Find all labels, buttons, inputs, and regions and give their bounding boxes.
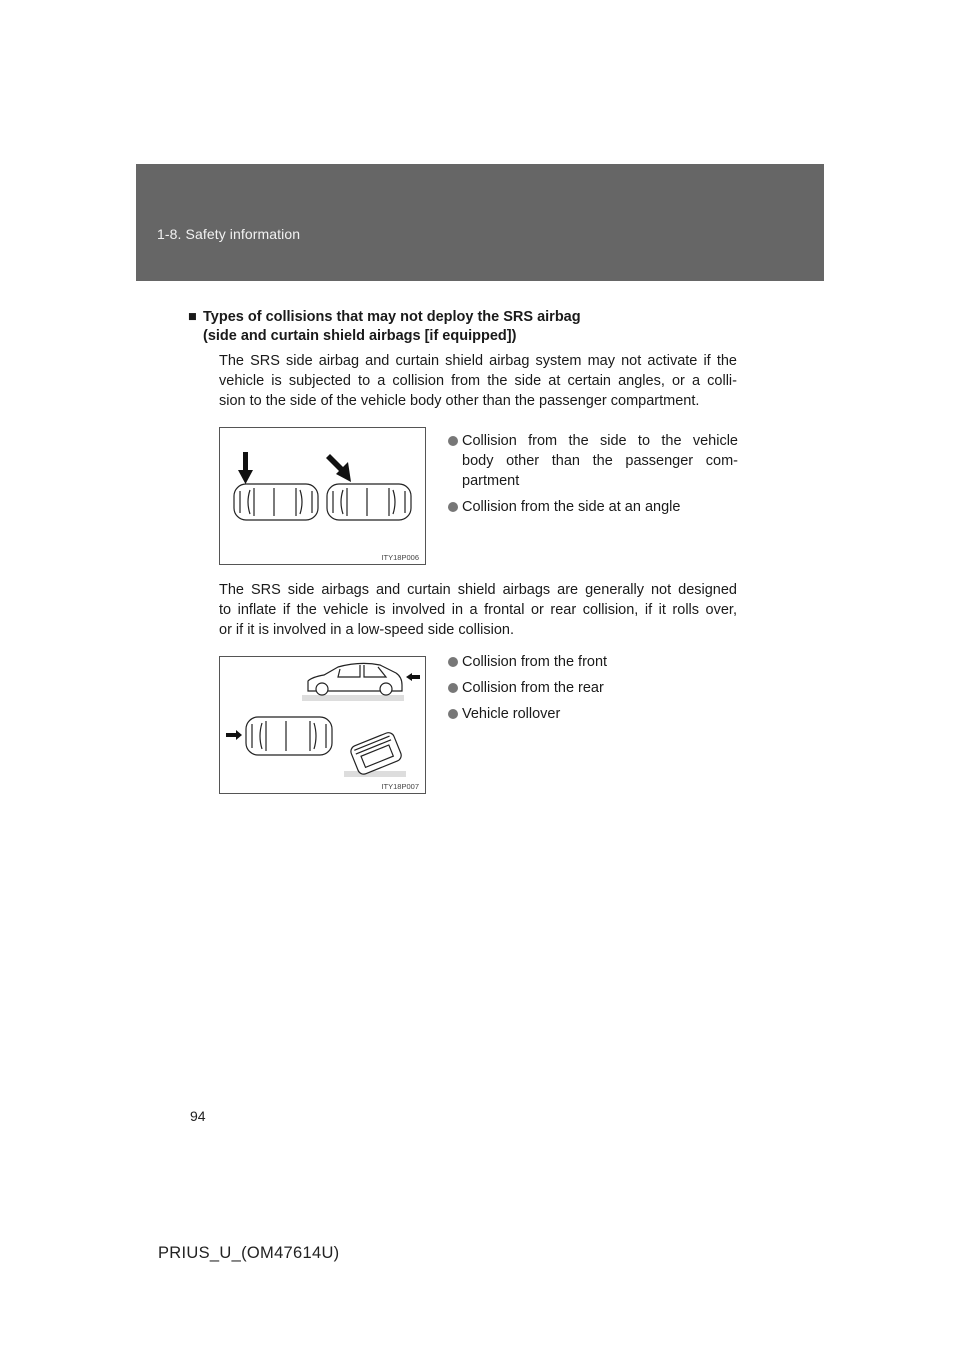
bullet-dot-icon — [448, 683, 458, 693]
list-item — [448, 497, 738, 517]
side-collision-illustration — [220, 428, 427, 566]
bullet-list-front-rear — [448, 652, 738, 730]
heading-line-1: Types of collisions that may not deploy the SRS airbag — [203, 309, 581, 325]
car-top-view-icon — [234, 484, 318, 520]
list-item — [448, 652, 738, 672]
impact-arrow-icon — [238, 452, 253, 484]
subsection-heading — [188, 308, 748, 346]
front-rear-rollover-illustration — [220, 657, 427, 795]
bullet-list-side — [448, 431, 738, 523]
bullet-line: body other than the passenger com- — [462, 453, 738, 469]
bullet-line: Collision from the side to the vehicle — [462, 433, 738, 449]
paragraph-line: or if it is involved in a low-speed side collision. — [219, 622, 514, 638]
figure-front-rear-rollover — [219, 656, 426, 794]
heading-line-2: (side and curtain shield airbags [if equipped]) — [203, 328, 517, 344]
figure-code: ITY18P007 — [381, 782, 419, 791]
page-number: 94 — [190, 1108, 206, 1124]
document-id: PRIUS_U_(OM47614U) — [158, 1244, 340, 1262]
list-item — [448, 678, 738, 698]
list-item — [448, 431, 738, 491]
bullet-line: partment — [462, 473, 520, 489]
bullet-dot-icon — [448, 502, 458, 512]
car-top-view-icon — [327, 484, 411, 520]
bullet-dot-icon — [448, 657, 458, 667]
bullet-line: Collision from the front — [462, 654, 608, 670]
paragraph-line: to inflate if the vehicle is involved in a frontal or rear collision, if it rolls over, — [219, 602, 737, 618]
figure-code: ITY18P006 — [381, 553, 419, 562]
square-bullet-icon: ■ — [188, 309, 197, 325]
rear-impact-arrow-icon — [406, 673, 420, 681]
paragraph-side-collision — [219, 351, 737, 411]
paragraph-line: sion to the side of the vehicle body other than the passenger compartment. — [219, 393, 700, 409]
bullet-line: Collision from the rear — [462, 680, 604, 696]
angled-impact-arrow-icon — [326, 454, 351, 482]
header-band — [136, 164, 824, 281]
car-rollover-icon — [344, 731, 406, 777]
bullet-dot-icon — [448, 436, 458, 446]
bullet-dot-icon — [448, 709, 458, 719]
bullet-line: Collision from the side at an angle — [462, 499, 681, 515]
paragraph-line: vehicle is subjected to a collision from the side at certain angles, or a colli- — [219, 373, 737, 389]
list-item — [448, 704, 738, 724]
car-top-view-icon — [246, 717, 332, 755]
bullet-line: Vehicle rollover — [462, 706, 561, 722]
car-side-view-icon — [302, 663, 404, 701]
paragraph-line: The SRS side airbags and curtain shield airbags are generally not designed — [219, 582, 737, 598]
figure-side-collisions — [219, 427, 426, 565]
paragraph-line: The SRS side airbag and curtain shield airbag system may not activate if the — [219, 353, 737, 369]
section-title: 1-8. Safety information — [157, 226, 301, 242]
front-impact-arrow-icon — [226, 730, 242, 740]
paragraph-not-designed — [219, 580, 737, 640]
